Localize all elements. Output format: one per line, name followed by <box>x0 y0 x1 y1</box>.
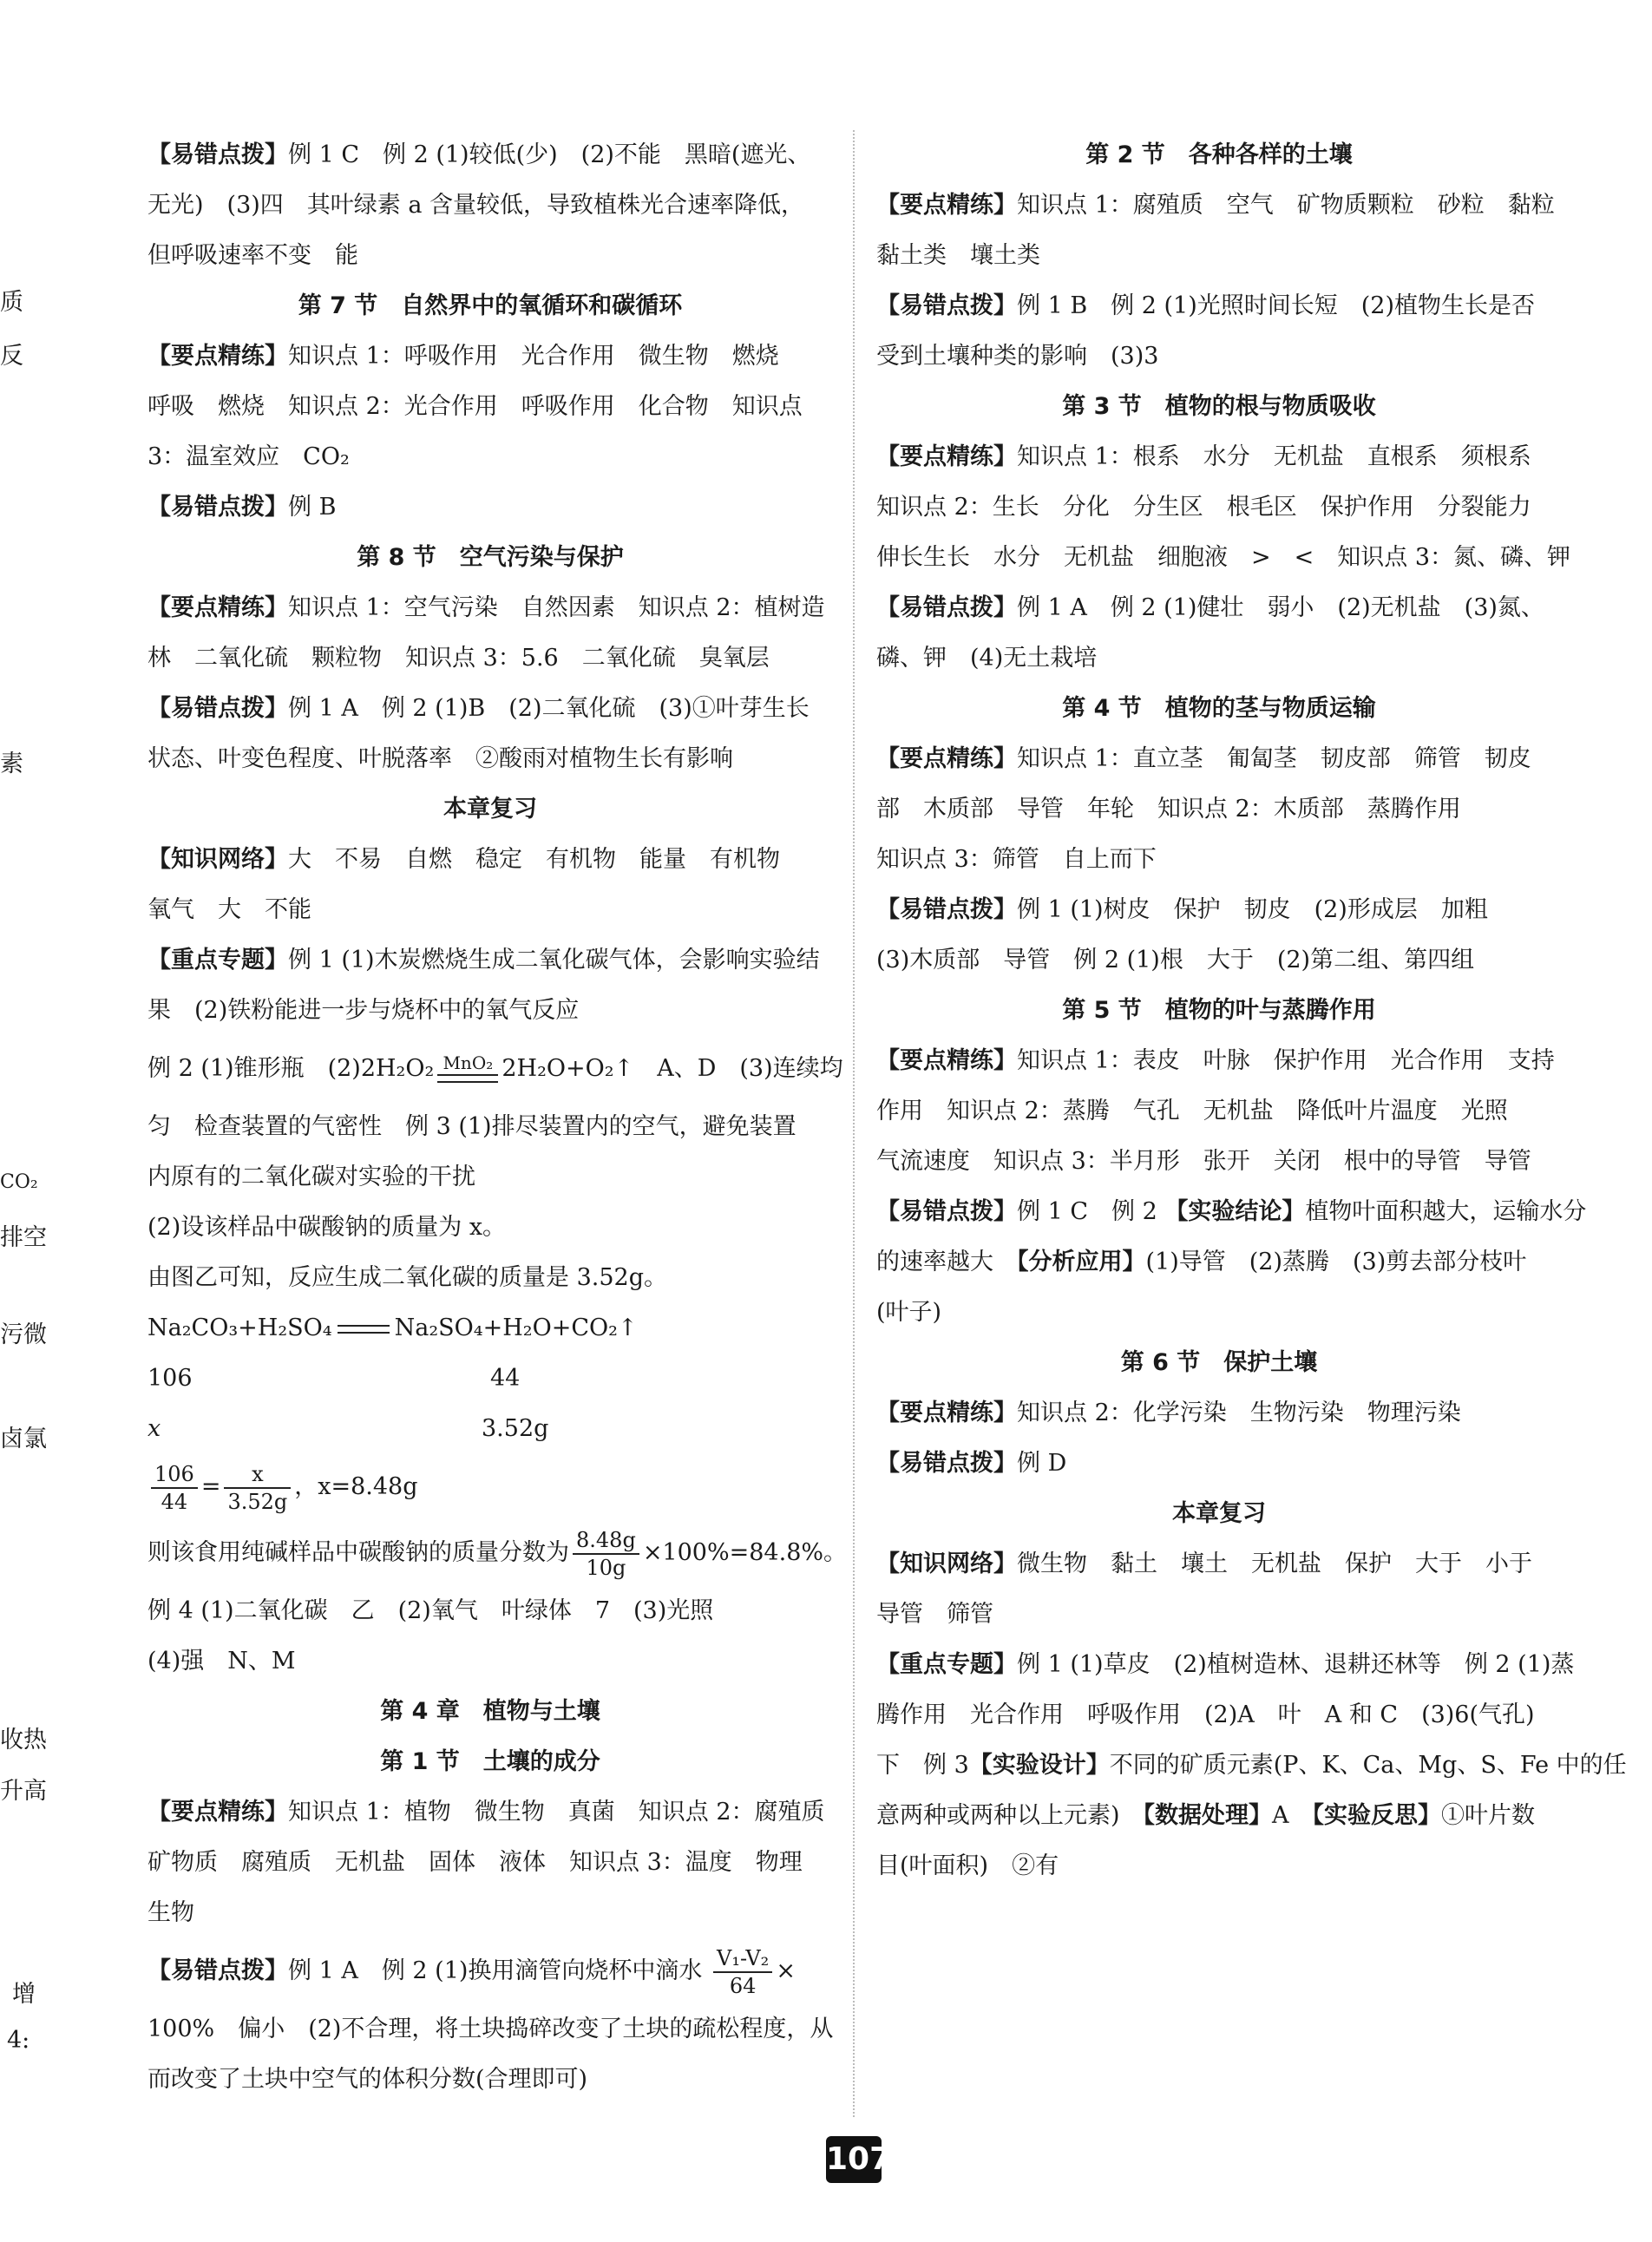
line-text: ×100%=84.8%。 <box>642 1539 848 1566</box>
text-line <box>148 684 833 734</box>
text-line <box>148 583 833 633</box>
chapter-review-heading: 本章复习 <box>443 796 537 823</box>
section-tag: 【要点精练】 <box>148 343 288 370</box>
right-column <box>876 130 1627 1891</box>
section-heading: 第 7 节 自然界中的氧循环和碳循环 <box>298 292 683 319</box>
gutter-fragment: 升高 <box>0 1778 47 1805</box>
text-line <box>876 1237 1562 1288</box>
line-text: 例 1 B 例 2 (1)光照时间长短 (2)植物生长是否 <box>1017 292 1536 319</box>
gutter-fragment: 4: <box>7 2027 30 2054</box>
text-line <box>876 885 1562 935</box>
text-line: 知识点 3：筛管 自上而下 <box>876 846 1157 873</box>
section-tag: 【重点专题】 <box>876 1651 1017 1678</box>
chapter-heading: 第 4 章 植物与土壤 <box>380 1698 600 1725</box>
line-text: 例 1 (1)树皮 保护 韧皮 (2)形成层 加粗 <box>1017 896 1488 923</box>
catalyst-label: MnO₂ <box>442 1052 494 1073</box>
line-text: 微生物 黏土 壤土 无机盐 保护 大于 小于 <box>1017 1550 1532 1577</box>
fraction-line <box>148 1520 848 1586</box>
text-line <box>876 1187 1587 1237</box>
section-tag: 【要点精练】 <box>148 594 288 621</box>
chapter-review-heading: 本章复习 <box>1172 1500 1266 1527</box>
line-text: 例 B <box>288 494 337 521</box>
line-text: Na₂SO₄+H₂O+CO₂↑ <box>394 1314 638 1341</box>
fraction <box>573 1527 639 1581</box>
gutter-fragment: 排空 <box>0 1224 47 1251</box>
section-heading: 第 5 节 植物的叶与蒸腾作用 <box>1062 997 1376 1024</box>
section-tag: 【易错点拨】 <box>876 1450 1017 1477</box>
fraction <box>224 1461 291 1515</box>
section-heading: 第 4 节 植物的茎与物质运输 <box>1062 695 1376 722</box>
text-line: 作用 知识点 2：蒸腾 气孔 无机盐 降低叶片温度 光照 <box>876 1098 1508 1124</box>
section-tag: 【易错点拨】 <box>148 494 288 521</box>
numerator: x <box>224 1461 291 1489</box>
text-line <box>876 1036 1562 1086</box>
text-line: (2)设该样品中碳酸钠的质量为 x。 <box>148 1214 507 1241</box>
section-heading: 第 8 节 空气污染与保护 <box>357 544 624 571</box>
text-line: 由图乙可知，反应生成二氧化碳的质量是 3.52g。 <box>148 1264 667 1291</box>
line-text: 下 例 3 <box>876 1752 969 1779</box>
section-tag: 【知识网络】 <box>148 846 288 873</box>
text-line: 磷、钾 (4)无土栽培 <box>876 645 1098 672</box>
text-line <box>876 1740 1627 1791</box>
line-text: 例 1 A 例 2 (1)健壮 弱小 (2)无机盐 (3)氮、 <box>1017 594 1544 621</box>
text-line: 导管 筛管 <box>876 1601 993 1628</box>
left-column <box>148 130 848 2105</box>
section-tag: 【易错点拨】 <box>148 695 288 722</box>
numerator: 106 <box>151 1461 198 1489</box>
page-number: 107 <box>826 2136 882 2183</box>
section-tag: 【重点专题】 <box>148 947 288 974</box>
text-line: 状态、叶变色程度、叶脱落率 ②酸雨对植物生长有影响 <box>148 745 733 772</box>
section-tag: 【要点精练】 <box>876 745 1017 772</box>
fraction-line: $\frac{106}{44}$ = $\frac{x}{3.52g}$ ，x=8.48g <box>148 1454 833 1520</box>
text-line: 但呼吸速率不变 能 <box>148 242 358 269</box>
line-text: ，x=8.48g <box>294 1473 418 1500</box>
equals-bars <box>338 1325 390 1334</box>
line-text: 则该食用纯碱样品中碳酸钠的质量分数为 <box>148 1539 569 1566</box>
section-tag: 【知识网络】 <box>876 1550 1017 1577</box>
text-line: 匀 检查装置的气密性 例 3 (1)排尽装置内的空气，避免装置 <box>148 1113 796 1140</box>
section-heading: 第 6 节 保护土壤 <box>1120 1349 1318 1376</box>
line-text: Na₂CO₃+H₂SO₄ <box>148 1314 332 1341</box>
section-tag: 【易错点拨】 <box>876 896 1017 923</box>
section-tag: 【数据处理】 <box>1143 1802 1273 1829</box>
section-heading: 第 1 节 土壤的成分 <box>380 1748 600 1775</box>
text-line: 矿物质 腐殖质 无机盐 固体 液体 知识点 3：温度 物理 <box>148 1849 803 1876</box>
text-line: (3)木质部 导管 例 2 (1)根 大于 (2)第二组、第四组 <box>876 947 1475 974</box>
line-text: 知识点 1：直立茎 匍匐茎 韧皮部 筛管 韧皮 <box>1017 745 1531 772</box>
text-line <box>148 1354 833 1404</box>
section-tag: 【要点精练】 <box>876 443 1017 470</box>
line-text: 例 1 C 例 2 <box>1017 1198 1165 1225</box>
section-tag: 【易错点拨】 <box>876 1198 1017 1225</box>
text-line: (4)强 N、M <box>148 1648 296 1675</box>
text-line: 果 (2)铁粉能进一步与烧杯中的氧气反应 <box>148 997 580 1024</box>
text-line <box>876 734 1562 784</box>
fraction-line <box>148 1938 833 2004</box>
text-line: 腾作用 光合作用 呼吸作用 (2)A 叶 A 和 C (3)6(气孔) <box>876 1701 1535 1728</box>
text-line: 而改变了土块中空气的体积分数(合理即可) <box>148 2066 588 2093</box>
text-line <box>148 331 833 382</box>
line-text: 例 D <box>1017 1450 1067 1477</box>
line-text: 的速率越大 <box>876 1249 1017 1275</box>
text-line: 100% 偏小 (2)不合理，将土块捣碎改变了土块的疏松程度，从 <box>148 2016 834 2042</box>
line-text: 例 2 (1)锥形瓶 (2)2H₂O₂ <box>148 1055 435 1082</box>
line-text: x <box>148 1415 161 1442</box>
text-line <box>148 1787 833 1838</box>
text-line <box>148 1404 833 1454</box>
text-line: (叶子) <box>876 1299 942 1326</box>
text-line: 无光) (3)四 其叶绿素 a 含量较低，导致植株光合速率降低， <box>148 192 805 219</box>
gutter-fragment: 污微 <box>0 1321 47 1348</box>
section-tag: 【分析应用】 <box>1017 1249 1146 1275</box>
text-line <box>876 180 1562 231</box>
line-text: 知识点 1：表皮 叶脉 保护作用 光合作用 支持 <box>1017 1047 1555 1074</box>
gutter-fragment: 质 <box>0 289 23 316</box>
section-tag: 【要点精练】 <box>148 1799 288 1826</box>
text-line <box>876 432 1562 482</box>
section-tag: 【要点精练】 <box>876 1047 1017 1074</box>
line-text: 106 <box>148 1365 193 1392</box>
text-line: 林 二氧化硫 颗粒物 知识点 3：5.6 二氧化硫 臭氧层 <box>148 645 770 672</box>
denominator: 10g <box>586 1555 626 1580</box>
line-text: 知识点 1：根系 水分 无机盐 直根系 须根系 <box>1017 443 1531 470</box>
text-line <box>876 1439 1562 1489</box>
fraction <box>151 1461 198 1515</box>
text-line: 知识点 2：生长 分化 分生区 根毛区 保护作用 分裂能力 <box>876 494 1531 521</box>
text-line: 呼吸 燃烧 知识点 2：光合作用 呼吸作用 化合物 知识点 <box>148 393 803 420</box>
text-line <box>876 281 1562 331</box>
equation-line <box>148 1303 833 1354</box>
line-text: 例 1 (1)草皮 (2)植树造林、退耕还林等 例 2 (1)蒸 <box>1017 1651 1575 1678</box>
section-tag: 【实验反思】 <box>1312 1802 1442 1829</box>
line-text: (1)导管 (2)蒸腾 (3)剪去部分枝叶 <box>1145 1249 1527 1275</box>
section-heading: 第 2 节 各种各样的土壤 <box>1085 141 1353 168</box>
section-tag: 【实验结论】 <box>1164 1198 1306 1225</box>
text-line <box>148 935 833 986</box>
line-text: 不同的矿质元素(P、K、Ca、Mg、S、Fe 中的任 <box>1109 1752 1627 1779</box>
gutter-fragment: 素 <box>0 751 23 777</box>
gutter-fragment: 卤氯 <box>0 1426 47 1452</box>
text-line: 例 4 (1)二氧化碳 乙 (2)氧气 叶绿体 7 (3)光照 <box>148 1597 714 1624</box>
gutter-fragment: 反 <box>0 343 23 370</box>
line-text: 2H₂O+O₂↑ A、D (3)连续均 <box>502 1055 843 1082</box>
text-line <box>148 482 833 533</box>
left-gutter-fragments <box>0 0 52 2242</box>
section-tag: 【要点精练】 <box>876 192 1017 219</box>
text-line: 受到土壤种类的影响 (3)3 <box>876 343 1159 370</box>
text-line: 内原有的二氧化碳对实验的干扰 <box>148 1164 475 1190</box>
section-tag: 【实验设计】 <box>968 1752 1110 1779</box>
numerator: 8.48g <box>573 1527 639 1555</box>
catalyst-arrow <box>437 1052 498 1088</box>
section-tag: 【要点精练】 <box>876 1400 1017 1426</box>
denominator: 3.52g <box>227 1489 288 1514</box>
line-text: 知识点 1：空气污染 自然因素 知识点 2：植树造 <box>288 594 825 621</box>
line-text: 植物叶面积越大，运输水分 <box>1305 1198 1587 1225</box>
text-line: 氧气 大 不能 <box>148 896 311 923</box>
fraction <box>713 1945 772 1999</box>
numerator: V₁-V₂ <box>713 1945 772 1973</box>
line-text: 例 1 A 例 2 (1)换用滴管向烧杯中滴水 <box>288 1957 703 1984</box>
text-line <box>876 1388 1562 1439</box>
line-text: 知识点 1：呼吸作用 光合作用 微生物 燃烧 <box>288 343 779 370</box>
line-text: 例 1 C 例 2 (1)较低(少) (2)不能 黑暗(遮光、 <box>288 141 811 168</box>
denominator: 64 <box>729 1973 757 1998</box>
line-text: 大 不易 自燃 稳定 有机物 能量 有机物 <box>288 846 780 873</box>
equals-bars <box>437 1074 498 1083</box>
line-text: 知识点 1：植物 微生物 真菌 知识点 2：腐殖质 <box>288 1799 825 1826</box>
gutter-fragment: 收热 <box>0 1727 47 1754</box>
text-line <box>876 583 1562 633</box>
text-line: 部 木质部 导管 年轮 知识点 2：木质部 蒸腾作用 <box>876 796 1461 823</box>
section-tag: 【易错点拨】 <box>876 594 1017 621</box>
text-line: 目(叶面积) ②有 <box>876 1852 1059 1879</box>
line-text: 44 <box>490 1365 521 1392</box>
text-line <box>876 1791 1562 1841</box>
gutter-fragment: 增 <box>12 1981 36 2008</box>
section-heading: 第 3 节 植物的根与物质吸收 <box>1062 393 1376 420</box>
text-line: 气流速度 知识点 3：半月形 张开 关闭 根中的导管 导管 <box>876 1148 1531 1175</box>
line-text: 例 1 (1)木炭燃烧生成二氧化碳气体，会影响实验结 <box>288 947 820 974</box>
section-tag: 【易错点拨】 <box>148 1957 288 1984</box>
text-line: 生物 <box>148 1899 194 1926</box>
text-line: 伸长生长 水分 无机盐 细胞液 > < 知识点 3：氮、磷、钾 <box>876 544 1571 571</box>
text-line <box>876 1539 1562 1590</box>
line-text: 知识点 1：腐殖质 空气 矿物质颗粒 砂粒 黏粒 <box>1017 192 1555 219</box>
text-line <box>876 1640 1575 1690</box>
gutter-fragment: CO₂ <box>0 1171 38 1193</box>
line-text: 知识点 2：化学污染 生物污染 物理污染 <box>1017 1400 1461 1426</box>
line-text: A <box>1272 1802 1313 1829</box>
column-divider <box>853 130 856 2117</box>
text-line: 黏土类 壤土类 <box>876 242 1040 269</box>
line-text: 意两种或两种以上元素) <box>876 1802 1144 1829</box>
text-line <box>148 835 833 885</box>
line-text: 例 1 A 例 2 (1)B (2)二氧化硫 (3)①叶芽生长 <box>288 695 810 722</box>
line-text: ①叶片数 <box>1441 1802 1536 1829</box>
line-text: 3.52g <box>482 1415 549 1442</box>
section-tag: 【易错点拨】 <box>876 292 1017 319</box>
denominator: 44 <box>161 1489 188 1514</box>
line-text: × <box>776 1957 796 1984</box>
section-tag: 【易错点拨】 <box>148 141 288 168</box>
text-line: 3：温室效应 CO₂ <box>148 443 350 470</box>
text-line <box>148 130 833 180</box>
equation-line <box>148 1036 843 1102</box>
